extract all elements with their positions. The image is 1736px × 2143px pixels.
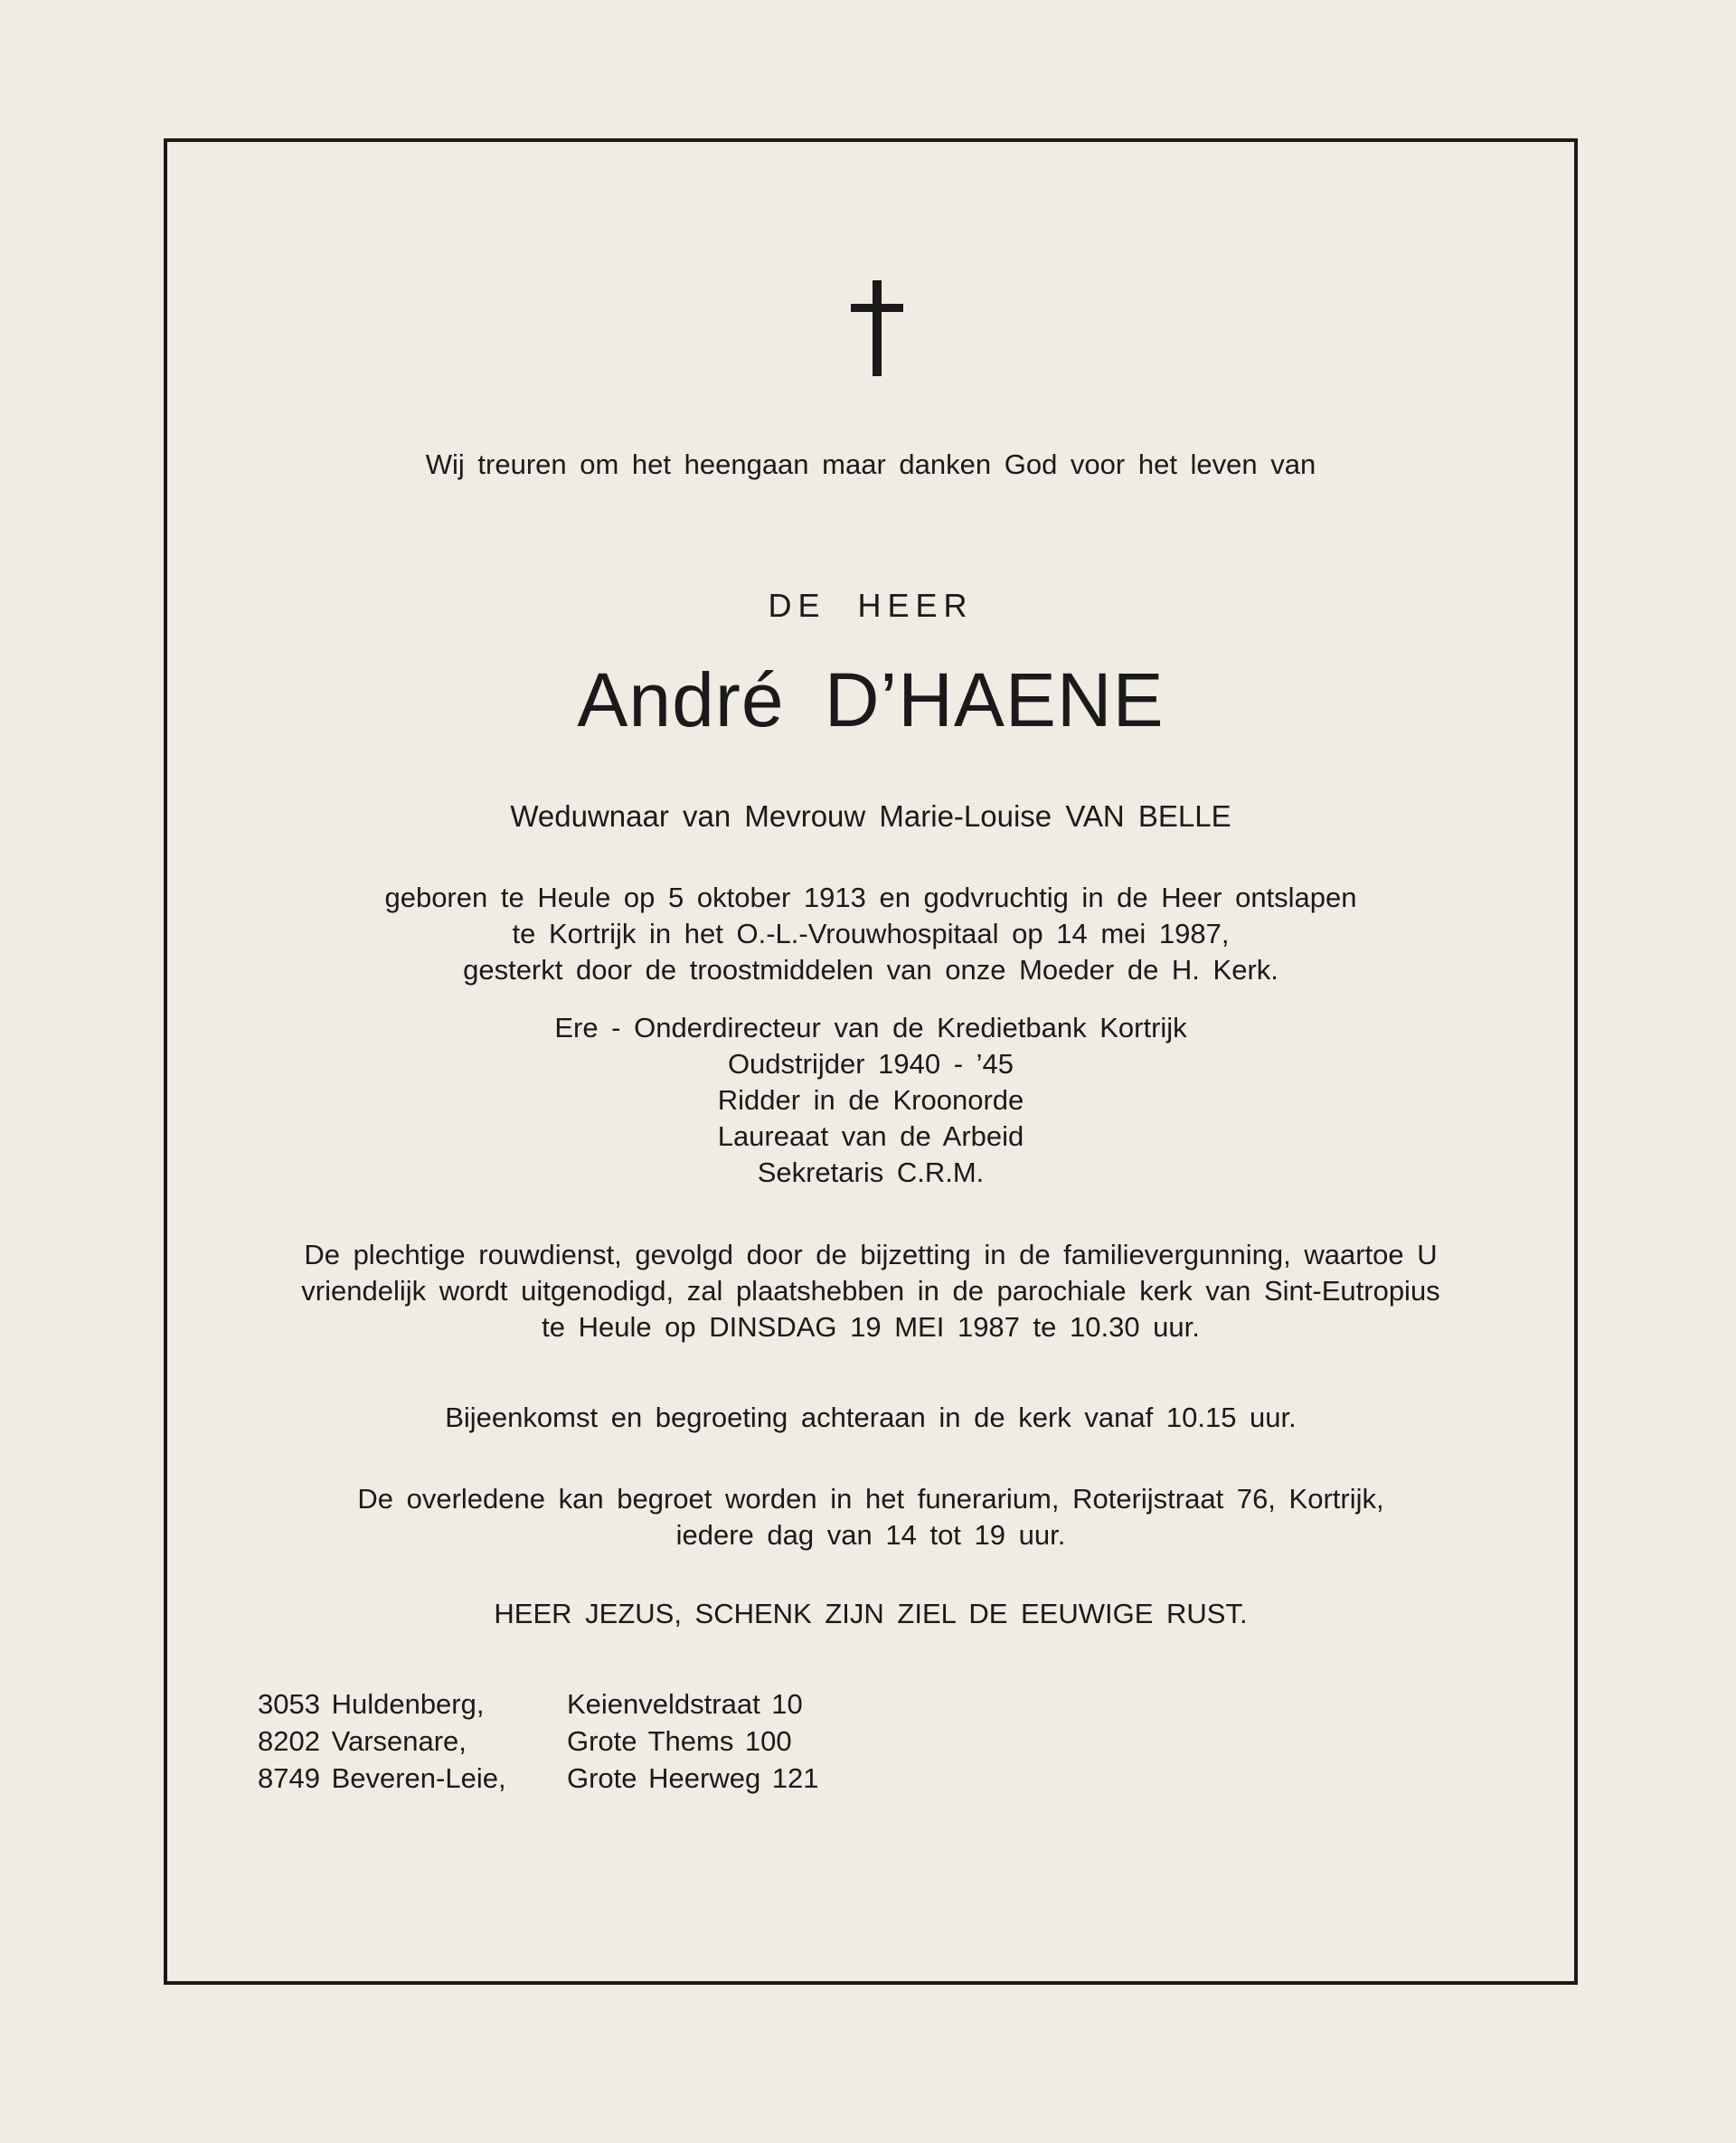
funeral-home-paragraph xyxy=(164,1481,1578,1553)
funeral-home-line: De overledene kan begroet worden in het funerarium, Roterijstraat 76, Kortrijk, xyxy=(357,1483,1384,1515)
title-item: Ridder in de Kroonorde xyxy=(717,1084,1024,1116)
address-row xyxy=(258,1723,819,1760)
address-row xyxy=(258,1685,819,1723)
service-paragraph xyxy=(164,1237,1578,1345)
salutation: DE HEER xyxy=(768,587,974,624)
funeral-home-line: iedere dag van 14 tot 19 uur. xyxy=(675,1519,1066,1551)
title-item: Ere - Onderdirecteur van de Kredietbank Kortrijk xyxy=(554,1012,1187,1043)
family-addresses xyxy=(258,1685,819,1797)
title-item: Laureaat van de Arbeid xyxy=(717,1120,1024,1152)
service-line: vriendelijk wordt uitgenodigd, zal plaatshebben in de parochiale kerk van Sint-Eutropius xyxy=(301,1275,1440,1307)
title-item: Sekretaris C.R.M. xyxy=(757,1156,985,1188)
birth-death-line: te Kortrijk in het O.-L.-Vrouwhospitaal op 14 mei 1987, xyxy=(512,918,1230,949)
address-row xyxy=(258,1760,819,1797)
service-line: te Heule op DINSDAG 19 MEI 1987 te 10.30 uur. xyxy=(542,1311,1200,1343)
widower-line: Weduwnaar van Mevrouw Marie-Louise VAN BELLE xyxy=(510,799,1231,833)
address-street: Grote Thems 100 xyxy=(567,1725,792,1757)
birth-death-line: geboren te Heule op 5 oktober 1913 en godvruchtig in de Heer ontslapen xyxy=(384,882,1357,913)
service-line: De plechtige rouwdienst, gevolgd door de bijzetting in de familievergunning, waartoe U xyxy=(304,1239,1438,1270)
birth-death-line: gesterkt door de troostmiddelen van onze Moeder de H. Kerk. xyxy=(463,954,1278,986)
title-item: Oudstrijder 1940 - ’45 xyxy=(727,1048,1014,1080)
address-street: Grote Heerweg 121 xyxy=(567,1762,819,1794)
gathering-text: Bijeenkomst en begroeting achteraan in de kerk vanaf 10.15 uur. xyxy=(445,1402,1297,1433)
address-city: 8749 Beveren-Leie, xyxy=(258,1762,506,1794)
address-street: Keienveldstraat 10 xyxy=(567,1688,803,1720)
deceased-name: André D’HAENE xyxy=(577,657,1165,742)
birth-death-paragraph xyxy=(164,880,1578,988)
prayer-text: HEER JEZUS, SCHENK ZIJN ZIEL DE EEUWIGE RUST. xyxy=(494,1598,1248,1629)
address-city: 3053 Huldenberg, xyxy=(258,1688,485,1720)
titles-list xyxy=(164,1010,1578,1191)
intro-text: Wij treuren om het heengaan maar danken God voor het leven van xyxy=(425,448,1316,480)
address-city: 8202 Varsenare, xyxy=(258,1725,467,1757)
cross-icon xyxy=(851,280,903,376)
